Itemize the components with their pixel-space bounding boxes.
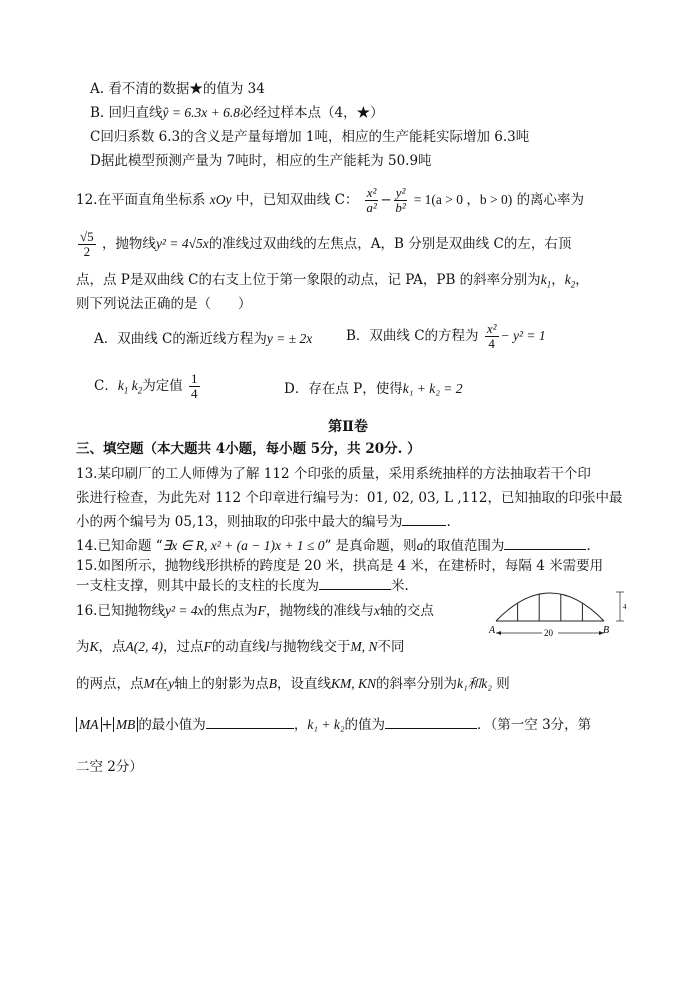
section-title: 第Ⅱ卷 bbox=[328, 419, 368, 435]
q16-line3-suffix: 则 bbox=[496, 676, 510, 692]
fraction-x2-a2: $\frac{\text{x²}}{\text{a²}}$ bbox=[366, 185, 377, 215]
point-f: F bbox=[257, 603, 266, 618]
q12-option-a-text: A．双曲线 C的渐近线方程为 bbox=[94, 331, 267, 347]
q12-line2 bbox=[76, 230, 571, 259]
q11-option-d: D据此模型预测产量为 7吨时，相应的生产能耗为 50.9吨 bbox=[90, 153, 432, 169]
q12-line2-suffix: 的准线过双曲线的左焦点，A，B 分别是双曲线 C的左，右顶 bbox=[208, 236, 572, 252]
k1-symbol: $k_1$ bbox=[540, 272, 552, 290]
q13-line2: 张进行检查，为此先对 112 个印章进行编号为：01, 02, 03, L ,112，已知抽取的印张中最 bbox=[76, 490, 623, 506]
q12-line1-suffix: 的离心率为 bbox=[516, 192, 585, 208]
asymptote-equation: y = ± 2x bbox=[266, 331, 313, 346]
abs-ma: MA bbox=[76, 717, 102, 732]
q16-line3-mid3: ，设直线 bbox=[277, 676, 331, 692]
proposition-formula: ∃x ∈ R, x² + (a − 1)x + 1 ≤ 0 bbox=[162, 538, 325, 553]
k2-symbol: $k_2$ bbox=[564, 272, 576, 290]
q12-option-d-text: D．存在点 P，使得 bbox=[284, 381, 403, 397]
q16-line3-mid: 在 bbox=[154, 676, 169, 692]
q14-suffix: ” 是真命题，则 bbox=[324, 538, 417, 554]
fraction-x2-4: $\frac{\text{x²}}{4}$ bbox=[486, 321, 497, 351]
q12-line1: 12.在平面直角坐标系 xOy 中，已知双曲线 C： $\frac{\text{x²}}{\text{a²}}$ − $\frac{\text{y²}}{\text{b²}}$ = 1(a > 0 ，b > 0) 的离心率为 bbox=[76, 185, 585, 215]
parabola-equation: y² = 4x bbox=[164, 603, 204, 618]
q16-line4-mid: 的最小值为 bbox=[138, 717, 206, 733]
q11-option-c: C回归系数 6.3的含义是产量每增加 1吨，相应的生产能耗实际增加 6.3吨 bbox=[90, 129, 530, 145]
sum-equation: k₁ + k₂ = 2 bbox=[402, 381, 463, 396]
q16-line4: MA + MB 的最小值为 ，k₁ + k₂的值为 ．（第一空 3分，第 bbox=[76, 716, 591, 734]
point-f: F bbox=[203, 639, 212, 654]
q16-mid: 的焦点为 bbox=[203, 603, 258, 619]
q16-line3-prefix: 的两点，点 bbox=[76, 676, 144, 692]
q11-option-b bbox=[90, 104, 384, 122]
fraction-y2-b2: $\frac{\text{y²}}{\text{b²}}$ bbox=[395, 185, 406, 215]
span-arrow-left bbox=[496, 631, 501, 635]
q16-line1 bbox=[76, 602, 434, 620]
axis-y: y bbox=[168, 676, 175, 691]
line-l: l bbox=[265, 639, 270, 654]
section3-heading: 三、填空题（本大题共 4小题，每小题 5分，共 20分. ） bbox=[76, 441, 421, 457]
k1k2-product: $k_1$ $k_2$ bbox=[117, 378, 143, 396]
q12-line3: 点，点 P是双曲线 C的右支上位于第一象限的动点，记 PA，PB 的斜率分别为$k_1$，$k_2$， bbox=[76, 272, 589, 290]
point-a-label: A bbox=[489, 625, 496, 636]
height-label: 4 bbox=[623, 603, 627, 611]
hyperbola-condition: = 1(a > 0 ，b > 0) bbox=[413, 192, 513, 207]
q13-line3-text: 小的两个编号为 05,13，则抽取的印张中最大的编号为 bbox=[76, 514, 403, 530]
q13-line3: 小的两个编号为 05,13，则抽取的印张中最大的编号为 . bbox=[76, 514, 451, 530]
q16-line1-suffix: 轴的交点 bbox=[379, 603, 434, 619]
q16-line3 bbox=[76, 675, 510, 693]
q16-mid2: ，抛物线的准线与 bbox=[265, 603, 374, 619]
point-b: B bbox=[268, 676, 277, 691]
q12-option-c: C．$k_1$ $k_2$为定值 $\frac{1}{4}$ bbox=[94, 371, 198, 401]
q12-option-a bbox=[94, 330, 312, 348]
q15-line2 bbox=[76, 577, 409, 595]
q16-line2-mid: ，点 bbox=[98, 639, 126, 655]
point-a: A(2, 4) bbox=[125, 639, 164, 654]
q16-line2-suffix: 不同 bbox=[377, 639, 405, 655]
q14-tail: 的取值范围为 bbox=[423, 538, 505, 554]
q12-option-c-text: 为定值 bbox=[142, 378, 183, 394]
regression-formula: ŷ = 6.3x + 6.8 bbox=[162, 105, 240, 120]
q12-prefix: 12.在平面直角坐标系 bbox=[76, 192, 206, 208]
arch-bridge-figure bbox=[484, 583, 632, 643]
answer-blank[interactable] bbox=[504, 549, 586, 550]
variable-a: a bbox=[416, 538, 424, 553]
point-m: M bbox=[143, 676, 155, 691]
q15-line1: 15.如图所示，抛物线形拱桥的跨度是 20 米，拱高是 4 米，在建桥时，每隔 4 米需要用 bbox=[76, 558, 604, 574]
q12-line3-text: 点，点 P是双曲线 C的右支上位于第一象限的动点，记 PA，PB 的斜率分别为 bbox=[76, 272, 541, 288]
span-label: 20 bbox=[544, 628, 553, 638]
q16-line5: 二空 2分） bbox=[76, 759, 143, 775]
q12-option-b-eq-tail: − y² = 1 bbox=[500, 328, 546, 343]
q16-line3-mid2: 轴上的射影为点 bbox=[174, 676, 269, 692]
q14-prefix: 14.已知命题 “ bbox=[76, 538, 163, 554]
answer-blank[interactable] bbox=[206, 728, 294, 729]
q16-line2-mid3: 的动直线 bbox=[211, 639, 266, 655]
k-sum: k₁ + k₂ bbox=[307, 717, 345, 732]
q12-option-b-text: B．双曲线 C的方程为 bbox=[346, 328, 479, 344]
fraction-sqrt5-2: $\frac{√5}{2}$ bbox=[80, 229, 94, 259]
q15-unit: 米. bbox=[391, 578, 409, 594]
q11-option-b-suffix: 必经过样本点（4，★） bbox=[239, 105, 384, 121]
answer-blank[interactable] bbox=[319, 589, 391, 590]
q12-line2-text: ，抛物线 bbox=[101, 236, 156, 252]
arch-curve bbox=[496, 593, 604, 621]
q15-line2-text: 一支柱支撑，则其中最长的支柱的长度为 bbox=[76, 578, 319, 594]
q16-line4-suffix: ．（第一空 3分，第 bbox=[477, 717, 592, 733]
fraction-1-4: $\frac{1}{4}$ bbox=[191, 371, 198, 401]
q12-line4: 则下列说法正确的是（ ） bbox=[76, 296, 252, 312]
parabola-equation: y² = 4√5x bbox=[155, 236, 209, 251]
lines-km-kn: KM, KN bbox=[331, 676, 377, 691]
q11-option-b-prefix: B. 回归直线 bbox=[90, 105, 163, 121]
coord-system: xOy bbox=[209, 192, 232, 207]
q14-line: 14.已知命题 “∃x ∈ R, x² + (a − 1)x + 1 ≤ 0” 是真命题，则a的取值范围为 . bbox=[76, 538, 591, 554]
q12-option-b bbox=[346, 322, 546, 351]
point-k: K bbox=[89, 639, 99, 654]
q16-prefix: 16.已知抛物线 bbox=[76, 603, 165, 619]
q16-line3-mid4: 的斜率分别为 bbox=[376, 676, 458, 692]
q16-line2 bbox=[76, 638, 405, 656]
axis-x: x bbox=[373, 603, 380, 618]
q12-mid: 中，已知双曲线 C： bbox=[235, 192, 359, 208]
q12-option-d bbox=[284, 380, 463, 398]
slopes-k1-k2: k₁和k₂ bbox=[457, 676, 492, 691]
q16-line2-mid4: 与抛物线交于 bbox=[269, 639, 351, 655]
q16-line2-mid2: ，过点 bbox=[163, 639, 204, 655]
q16-line2-prefix: 为 bbox=[76, 639, 90, 655]
point-b-label: B bbox=[603, 625, 610, 636]
q13-line1: 13.某印刷厂的工人师傅为了解 112 个印张的质量，采用系统抽样的方法抽取若干个印 bbox=[76, 466, 591, 482]
points-mn: M, N bbox=[350, 639, 378, 654]
abs-mb: MB bbox=[113, 717, 139, 732]
answer-blank[interactable] bbox=[402, 525, 446, 526]
q16-line4-mid2: 的值为 bbox=[344, 717, 386, 733]
q11-option-a: A. 看不清的数据★的值为 34 bbox=[90, 81, 265, 97]
answer-blank[interactable] bbox=[385, 728, 477, 729]
